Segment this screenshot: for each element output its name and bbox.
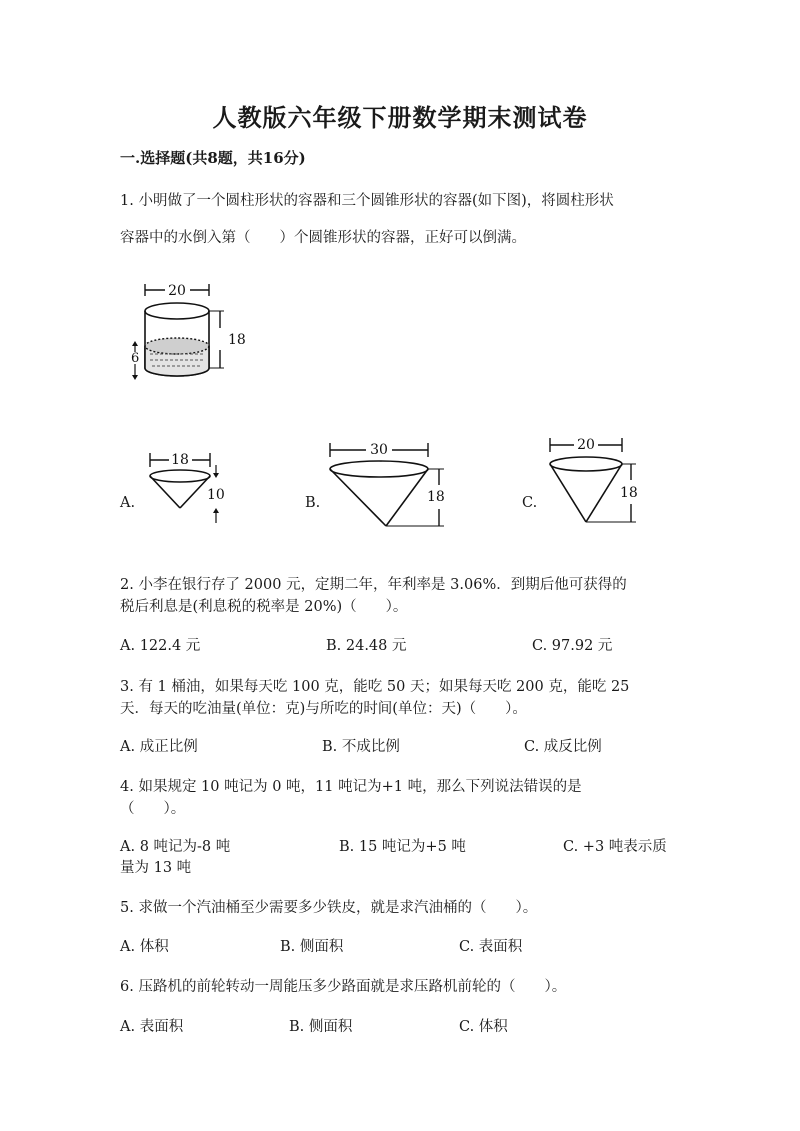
question-4-option-a: A. 8 吨记为-8 吨 xyxy=(120,839,231,855)
cylinder-height-label: 18 xyxy=(228,332,246,348)
cone-b-diameter-label: 30 xyxy=(370,442,388,458)
question-4-option-b: B. 15 吨记为+5 吨 xyxy=(339,839,466,855)
question-3-option-b: B. 不成比例 xyxy=(322,739,400,755)
question-2-line-1: 2. 小李在银行存了 2000 元，定期二年，年利率是 3.06%．到期后他可获得的 xyxy=(120,577,627,593)
cylinder-diameter-label: 20 xyxy=(168,283,186,299)
cone-c-label: C. xyxy=(522,495,538,511)
cone-b-label: B. xyxy=(305,495,321,511)
cone-c-diameter-label: 20 xyxy=(577,437,595,453)
question-5-option-b: B. 侧面积 xyxy=(280,939,344,955)
cone-a-label: A. xyxy=(120,495,136,511)
question-2-line-2: 税后利息是(利息税的税率是 20%)（ ）。 xyxy=(120,599,408,615)
question-3-line-2: 天．每天的吃油量(单位：克)与所吃的时间(单位：天)（ ）。 xyxy=(120,701,527,717)
question-5-line-1: 5. 求做一个汽油桶至少需要多少铁皮，就是求汽油桶的（ ）。 xyxy=(120,900,538,916)
question-4-option-c: C. +3 吨表示质 xyxy=(563,839,667,855)
cone-a-height-label: 10 xyxy=(207,487,225,503)
question-1-line-2: 容器中的水倒入第（ ）个圆锥形状的容器，正好可以倒满。 xyxy=(120,230,526,246)
question-5-option-c: C. 表面积 xyxy=(459,939,523,955)
question-6-option-b: B. 侧面积 xyxy=(289,1019,353,1035)
cone-a-diameter-label: 18 xyxy=(171,452,189,468)
cone-a-figure xyxy=(140,445,240,530)
question-2-option-b: B. 24.48 元 xyxy=(326,638,407,654)
question-1-line-1: 1. 小明做了一个圆柱形状的容器和三个圆锥形状的容器(如下图)，将圆柱形状 xyxy=(120,193,614,209)
question-3-line-1: 3. 有 1 桶油，如果每天吃 100 克，能吃 50 天；如果每天吃 200 克，能吃 25 xyxy=(120,679,630,695)
cone-c-figure xyxy=(540,430,655,530)
question-2-option-c: C. 97.92 元 xyxy=(532,638,613,654)
question-4-line-1: 4. 如果规定 10 吨记为 0 吨，11 吨记为+1 吨，那么下列说法错误的是 xyxy=(120,779,582,795)
cylinder-figure xyxy=(120,280,250,385)
question-5-option-a: A. 体积 xyxy=(120,939,169,955)
question-6-line-1: 6. 压路机的前轮转动一周能压多少路面就是求压路机前轮的（ ）。 xyxy=(120,979,567,995)
cone-c-height-label: 18 xyxy=(620,485,638,501)
question-6-option-a: A. 表面积 xyxy=(120,1019,184,1035)
question-4-line-2: （ ）。 xyxy=(120,801,186,817)
question-3-option-a: A. 成正比例 xyxy=(120,739,198,755)
question-3-option-c: C. 成反比例 xyxy=(524,739,602,755)
cylinder-water-label: 6 xyxy=(131,351,140,366)
section-heading: 一.选择题(共8题，共16分) xyxy=(120,149,306,167)
cone-b-figure xyxy=(320,435,460,535)
question-4-option-c-wrap: 量为 13 吨 xyxy=(120,860,192,876)
cone-b-height-label: 18 xyxy=(427,489,445,505)
question-6-option-c: C. 体积 xyxy=(459,1019,508,1035)
question-2-option-a: A. 122.4 元 xyxy=(120,638,201,654)
page-title: 人教版六年级下册数学期末测试卷 xyxy=(212,103,588,132)
